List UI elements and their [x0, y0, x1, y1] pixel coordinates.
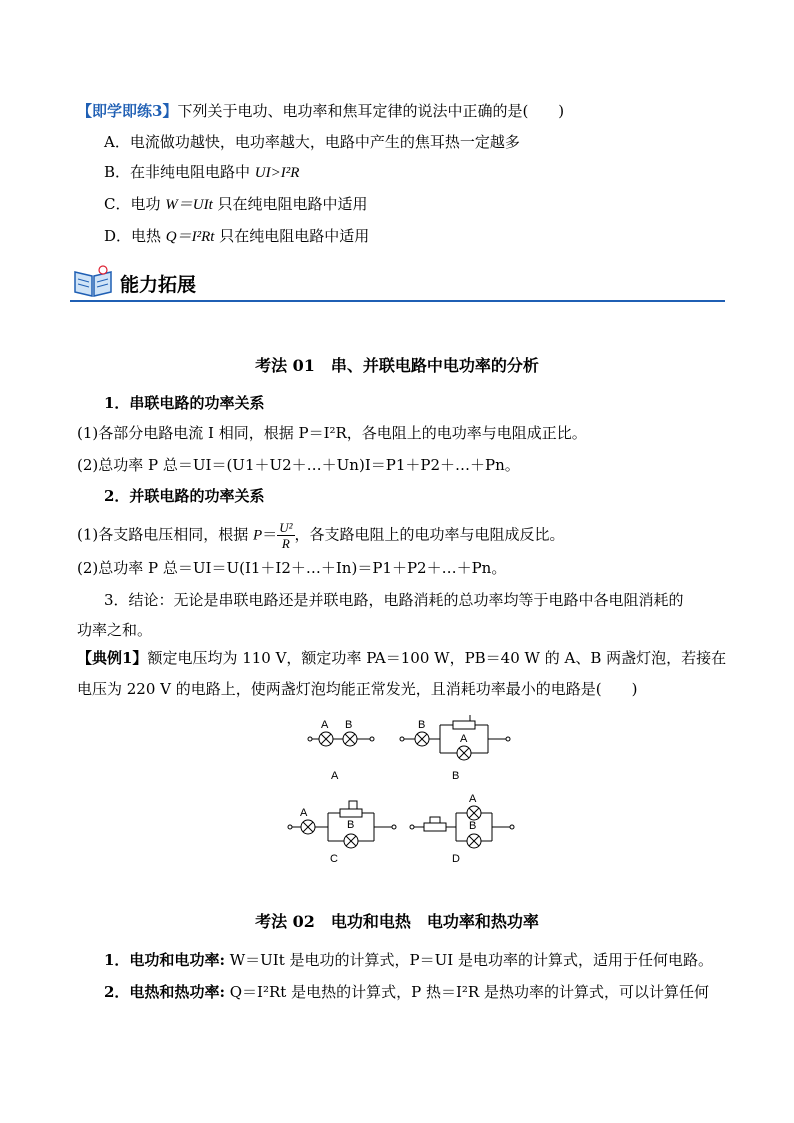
circuit-svg	[0, 715, 794, 875]
method1-title: 考法 01 串、并联电路中电功率的分析	[255, 356, 539, 375]
option-c: C．电功 W＝UIt 只在纯电阻电路中适用	[104, 195, 368, 213]
option-a: A．电流做功越快，电功率越大，电路中产生的焦耳热一定越多	[104, 133, 520, 151]
method1-p1: (1)各部分电路电流 I 相同，根据 P＝I²R，各电阻上的电功率与电阻成正比。	[77, 424, 587, 442]
section-rule	[70, 300, 725, 302]
circuit-d	[410, 806, 514, 848]
option-d: D．电热 Q＝I²Rt 只在纯电阻电路中适用	[104, 227, 370, 245]
method2-l2: 2．电热和热功率: Q＝I²Rt 是电热的计算式，P 热＝I²R 是热功率的计算式，可以计算任何	[104, 983, 709, 1001]
example1-line2: 电压为 220 V 的电路上，使两盏灯泡均能正常发光，且消耗功率最小的电路是( )	[77, 680, 638, 698]
section-title: 能力拓展	[120, 274, 197, 296]
circuit-a	[308, 732, 374, 746]
lamp-b-icon	[343, 732, 357, 746]
option-b: B．在非纯电阻电路中 UI>I²R	[104, 163, 300, 181]
section-header	[70, 262, 725, 302]
method2-title: 考法 02 电功和电热 电功率和热功率	[255, 912, 539, 931]
exercise3-question: 【即学即练3】下列关于电功、电功率和焦耳定律的说法中正确的是( )	[77, 102, 565, 120]
fraction: $\frac{\text{U²}}{R}$	[279, 520, 293, 551]
method2-l1: 1．电功和电功率: W＝UIt 是电功的计算式，P＝UI 是电功率的计算式，适用于任何电路。	[104, 951, 713, 969]
book-icon	[72, 264, 114, 298]
exercise3-tag: 【即学即练3】	[77, 102, 178, 120]
example1-tag: 【典例1】	[77, 649, 148, 667]
method1-p5b: 功率之和。	[77, 621, 153, 639]
method1-p2: (2)总功率 P 总＝UI＝(U1＋U2＋…＋Un)I＝P1＋P2＋…＋Pn。	[77, 456, 520, 474]
circuit-b	[400, 715, 510, 760]
method1-p5a: 3．结论：无论是串联电路还是并联电路，电路消耗的总功率均等于电路中各电阻消耗的	[104, 591, 684, 609]
circuit-label-b: B	[452, 770, 460, 782]
circuit-diagrams: A B B A A B A B A B C D	[0, 715, 794, 875]
method1-heading-2: 2．并联电路的功率关系	[104, 487, 265, 505]
circuit-label-a: A	[331, 770, 339, 782]
method1-heading-1: 1．串联电路的功率关系	[104, 394, 265, 412]
circuit-label-d: D	[452, 853, 460, 865]
circuit-label-c: C	[330, 853, 338, 865]
lamp-a-icon	[319, 732, 333, 746]
method1-p4: (2)总功率 P 总＝UI＝U(I1＋I2＋…＋In)＝P1＋P2＋…＋Pn。	[77, 559, 507, 577]
example1-line1: 【典例1】额定电压均为 110 V，额定功率 PA＝100 W，PB＝40 W 的 A、B 两盏灯泡，若接在	[77, 649, 727, 667]
method1-p3: (1)各支路电压相同，根据 P＝ $\frac{\text{U²}}{R}$ ，各支路电阻上的电功率与电阻成反比。	[77, 520, 565, 551]
